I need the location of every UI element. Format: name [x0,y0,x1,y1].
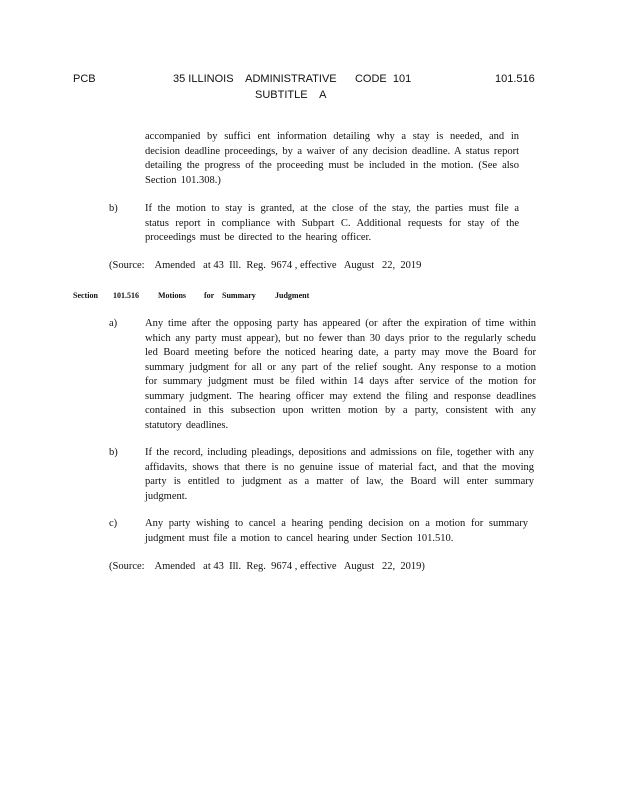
item-label-c: c) [109,518,118,529]
section-title-word-2: for [204,291,215,300]
header-section-number: 101.516 [495,73,535,85]
source-note-2: (Source: Amended at 43 Ill. Reg. 9674 , effective August 22, 2019) [109,561,425,572]
item-label-b: b) [109,447,118,458]
item-text-c: Any party wishing to cancel a hearing pending decision on a motion for summary judgment must file a motion to cancel hearing under Section 101.510. [145,518,528,544]
header-subtitle: SUBTITLE A [255,89,327,101]
item-label-b-top: b) [109,203,118,214]
section-label: Section [73,291,98,300]
section-title-word-4: Judgment [275,291,310,300]
header-title: 35 ILLINOIS ADMINISTRATIVE CODE 101 [173,73,412,85]
item-text-b: If the record, including pleadings, depositions and admissions on file, together with any affidavits, shows that there is no genuine issue of material fact, and that the moving party is entitled to judgment as a matter of law, the Board will enter summary judgment. [145,447,534,502]
header-agency: PCB [73,73,96,85]
section-title-word-3: Summary [222,291,256,300]
item-text-a: Any time after the opposing party has appeared (or after the expiration of time within which any party must appear), but no fewer than 30 days prior to the regularly schedu led Board meeting before the noticed hearing date, a party may move the Board for summary judgment for all or any part of the relief sought. Any response to a motion for summary judgment must be filed within 14 days after service of the motion for summary judgment. The hearing officer may extend the filing and response deadlines contained in this subsection upon written motion by a party, consistent with any statutory deadlines. [145,318,536,431]
item-text-b-top: If the motion to stay is granted, at the close of the stay, the parties must file a status report in compliance with Subpart C. Additional requests for stay of the proceedings must be directed to the hearing officer. [145,203,519,243]
section-title-word-1: Motions [158,291,186,300]
continuation-paragraph: accompanied by suffici ent information detailing why a stay is needed, and in decision deadline proceedings, by a waiver of any decision deadline. A status report detailing the progress of the proceeding must be included in the motion. (See also Section 101.308.) [145,131,519,186]
item-label-a: a) [109,318,118,329]
source-note-1: (Source: Amended at 43 Ill. Reg. 9674 , effective August 22, 2019 [109,260,422,271]
section-number: 101.516 [113,291,139,300]
